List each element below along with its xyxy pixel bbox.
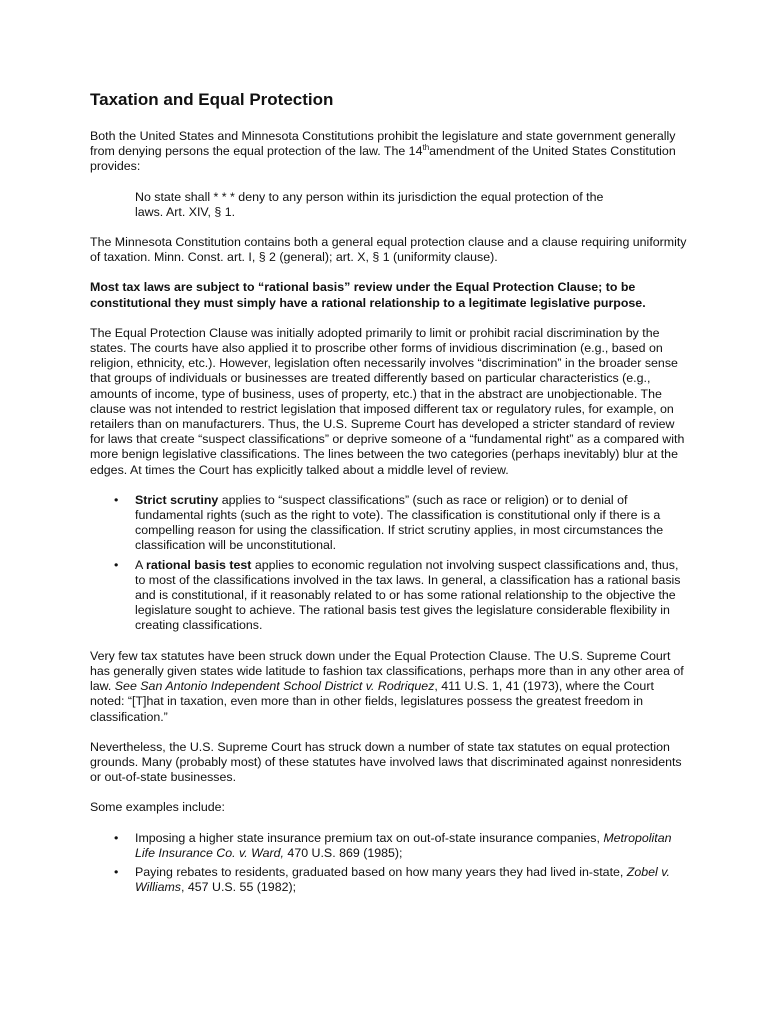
list-item: • Paying rebates to residents, graduated based on how many years they had lived in-state, Zobel v. Williams, 457 U.S. 55 (1982);	[114, 864, 670, 895]
key-statement: Most tax laws are subject to “rational basis” review under the Equal Protection Clause; to be constitutional they must simply have a rational relationship to a legitimate legislative purpose.	[90, 280, 646, 310]
term-rational-basis: rational basis test	[146, 557, 252, 572]
case-name: Zobel v. Williams	[135, 864, 670, 895]
few-statutes-paragraph: Very few tax statutes have been struck down under the Equal Protection Clause. The U.S. Supreme Court has generally given states wide latitude to fashion tax classifications, perhaps more than in any other area of law. See San Antonio Independent School District v. Rodriquez, 411 U.S. 1, 41 (1973), where the Court noted: “[T]hat in taxation, even more than in other fields, legislatures possess the greatest freedom in classification.”	[90, 648, 684, 724]
history-paragraph: The Equal Protection Clause was initially adopted primarily to limit or prohibit racial discrimination by the states. The courts have also applied it to proscribe other forms of invidious discrimination (e.g., based on religion, ethnicity, etc.). However, legislation often necessarily involves “discrimination” in the broader sense that groups of individuals or businesses are treated differently based on particular characteristics (e.g., amounts of income, type of business, uses of property, etc.) that in the abstract are unobjectionable. The clause was not intended to restrict legislation that imposed different tax or regulatory rules, for example, on retailers than on manufacturers. Thus, the U.S. Supreme Court has developed a stricter standard of review for laws that create “suspect classifications” or deprive someone of a “fundamental right” as a compared with more benign legislative classifications. The lines between the two categories (perhaps inevitably) blur at the edges. At times the Court has explicitly talked about a middle level of review.	[90, 325, 685, 477]
intro-paragraph: Both the United States and Minnesota Constitutions prohibit the legislature and state government generally from denying persons the equal protection of the law. The 14thamendment of the United States Constitution provides:	[90, 129, 676, 174]
examples-list	[90, 831, 690, 896]
review-standards-list	[90, 493, 690, 634]
bullet-icon: •	[114, 492, 119, 507]
examples-intro: Some examples include:	[90, 800, 225, 815]
minnesota-paragraph: The Minnesota Constitution contains both a general equal protection clause and a clause requiring uniformity of taxation. Minn. Const. art. I, § 2 (general); art. X, § 1 (uniformity clause).	[90, 235, 687, 265]
ordinal-superscript: th	[422, 143, 430, 153]
case-citation: See San Antonio Independent School District v. Rodriquez	[114, 679, 435, 694]
bullet-icon: •	[114, 830, 119, 845]
bullet-icon: •	[114, 864, 119, 879]
list-item: • A rational basis test applies to economic regulation not involving suspect classifications and, thus, to most of the classifications involved in the tax laws. In general, a classification has a rational basis and is constitutional, if it reasonably related to or has some rational relationship to the objective the legislature sought to achieve. The rational basis test gives the legislature considerable flexibility in creating classifications.	[114, 557, 681, 633]
case-name: Metropolitan Life Insurance Co. v. Ward,	[135, 830, 672, 860]
bullet-icon: •	[114, 557, 119, 572]
list-item: • Imposing a higher state insurance premium tax on out-of-state insurance companies, Metropolitan Life Insurance Co. v. Ward, 470 U.S. 869 (1985);	[114, 830, 672, 860]
term-strict-scrutiny: Strict scrutiny	[135, 492, 219, 507]
list-item: • Strict scrutiny applies to “suspect classifications” (such as race or religion) or to denial of fundamental rights (such as the right to vote). The classification is constitutional only if there is a compelling reason for using the classification. If strict scrutiny applies, in most circumstances the classification will be unconstitutional.	[114, 492, 664, 553]
constitution-quote: No state shall * * * deny to any person within its jurisdiction the equal protection of the laws. Art. XIV, § 1.	[135, 189, 604, 219]
page-title: Taxation and Equal Protection	[90, 90, 334, 109]
document-body	[90, 90, 690, 910]
nevertheless-paragraph: Nevertheless, the U.S. Supreme Court has struck down a number of state tax statutes on equal protection grounds. Many (probably most) of these statutes have involved laws that discriminated against nonresidents or out-of-state businesses.	[90, 739, 682, 785]
